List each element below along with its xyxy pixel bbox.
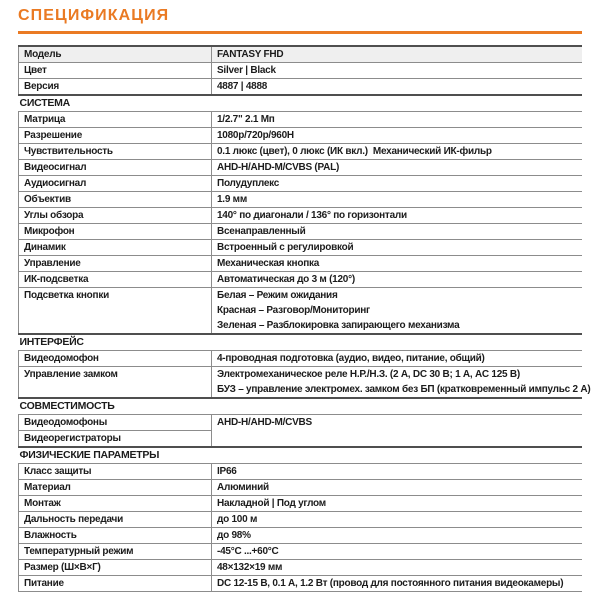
spec-value-line: Silver | Black	[217, 65, 276, 76]
spec-value	[212, 160, 583, 176]
section-title: ФИЗИЧЕСКИЕ ПАРАМЕТРЫ	[19, 447, 583, 464]
section-row	[19, 447, 583, 464]
spec-row	[19, 112, 583, 128]
spec-row	[19, 79, 583, 96]
spec-value	[212, 560, 583, 576]
spec-row	[19, 351, 583, 367]
spec-label: Цвет	[19, 63, 212, 79]
spec-value-line: до 98%	[217, 530, 251, 541]
spec-row	[19, 256, 583, 272]
spec-value	[212, 112, 583, 128]
spec-value-line: Механическая кнопка	[217, 258, 320, 269]
spec-value-line: Красная – Разговор/Мониторинг	[217, 305, 370, 316]
spec-value-line: 1/2.7" 2.1 Мп	[217, 114, 275, 125]
spec-label: Видеорегистраторы	[19, 431, 212, 448]
spec-row	[19, 415, 583, 431]
spec-value-line: IP66	[217, 466, 237, 477]
spec-row	[19, 576, 583, 592]
spec-value	[212, 128, 583, 144]
spec-label: Аудиосигнал	[19, 176, 212, 192]
spec-row	[19, 272, 583, 288]
spec-label: Влажность	[19, 528, 212, 544]
spec-label: Видеодомофоны	[19, 415, 212, 431]
spec-label: Управление	[19, 256, 212, 272]
spec-row	[19, 288, 583, 335]
spec-label: Температурный режим	[19, 544, 212, 560]
spec-value	[212, 272, 583, 288]
spec-value-line: -45°C ...+60°C	[217, 546, 279, 557]
spec-label: Разрешение	[19, 128, 212, 144]
title-underline	[18, 31, 582, 34]
spec-row	[19, 224, 583, 240]
spec-label: Версия	[19, 79, 212, 96]
spec-value	[212, 240, 583, 256]
spec-row	[19, 160, 583, 176]
spec-label: Динамик	[19, 240, 212, 256]
spec-value-line: AHD-H/AHD-M/CVBS	[217, 417, 312, 428]
spec-label: Объектив	[19, 192, 212, 208]
spec-value-line: Электромеханическое реле Н.Р./Н.З. (2 А, DC 30 В; 1 А, AC 125 В)	[217, 369, 520, 380]
spec-value	[212, 351, 583, 367]
section-row	[19, 95, 583, 112]
spec-row	[19, 208, 583, 224]
section-row	[19, 398, 583, 415]
spec-value	[212, 512, 583, 528]
spec-value-line: Накладной | Под углом	[217, 498, 326, 509]
spec-row	[19, 512, 583, 528]
spec-value-line: Автоматическая до 3 м (120°)	[217, 274, 355, 285]
spec-value	[212, 496, 583, 512]
spec-row	[19, 176, 583, 192]
spec-value-line: 140° по диагонали / 136° по горизонтали	[217, 210, 407, 221]
spec-value-line: до 100 м	[217, 514, 258, 525]
spec-value	[212, 480, 583, 496]
spec-label: Чувствительность	[19, 144, 212, 160]
spec-value	[212, 176, 583, 192]
spec-value-line: 0.1 люкс (цвет), 0 люкс (ИК вкл.) Механический ИК-фильр	[217, 146, 492, 157]
spec-value	[212, 464, 583, 480]
spec-value-line: 1080p/720p/960H	[217, 130, 294, 141]
spec-label: Видеосигнал	[19, 160, 212, 176]
spec-row	[19, 367, 583, 399]
spec-value	[212, 79, 583, 96]
spec-value-line: Всенаправленный	[217, 226, 306, 237]
spec-value	[212, 46, 583, 63]
spec-label: Монтаж	[19, 496, 212, 512]
spec-value-line: 48×132×19 мм	[217, 562, 283, 573]
spec-value-line: Алюминий	[217, 482, 269, 493]
spec-value-line: 4-проводная подготовка (аудио, видео, питание, общий)	[217, 353, 485, 364]
spec-label: Питание	[19, 576, 212, 592]
spec-value-line: 1.9 мм	[217, 194, 247, 205]
spec-row	[19, 128, 583, 144]
spec-value-line: БУЗ – управление электромех. замком без БП (кратковременный импульс 2 А)	[217, 384, 591, 395]
spec-row	[19, 480, 583, 496]
spec-value	[212, 63, 583, 79]
spec-row	[19, 496, 583, 512]
spec-value-line: Полудуплекс	[217, 178, 280, 189]
spec-label: Микрофон	[19, 224, 212, 240]
spec-value	[212, 192, 583, 208]
section-title: СИСТЕМА	[19, 95, 583, 112]
spec-value	[212, 528, 583, 544]
spec-label: Модель	[19, 46, 212, 63]
spec-value	[212, 256, 583, 272]
spec-value-line: DC 12-15 В, 0.1 А, 1.2 Вт (провод для постоянного питания видеокамеры)	[217, 578, 564, 589]
spec-row	[19, 46, 583, 63]
section-row	[19, 334, 583, 351]
spec-value-line: AHD-H/AHD-M/CVBS (PAL)	[217, 162, 340, 173]
spec-value	[212, 576, 583, 592]
spec-label: Класс защиты	[19, 464, 212, 480]
spec-label: Видеодомофон	[19, 351, 212, 367]
spec-table	[18, 45, 591, 592]
spec-row	[19, 192, 583, 208]
spec-row	[19, 464, 583, 480]
spec-row	[19, 544, 583, 560]
spec-label: Углы обзора	[19, 208, 212, 224]
spec-label: Размер (Ш×В×Г)	[19, 560, 212, 576]
spec-value-line: Встроенный с регулировкой	[217, 242, 354, 253]
spec-value	[212, 144, 583, 160]
spec-value	[212, 544, 583, 560]
spec-label: Дальность передачи	[19, 512, 212, 528]
spec-value-line: Зеленая – Разблокировка запирающего механизма	[217, 320, 460, 331]
spec-value	[212, 367, 591, 399]
spec-label: Матрица	[19, 112, 212, 128]
spec-value	[212, 208, 583, 224]
spec-value-line: 4887 | 4888	[217, 81, 268, 92]
spec-value-line: FANTASY FHD	[217, 49, 284, 60]
spec-value	[212, 224, 583, 240]
spec-label: Материал	[19, 480, 212, 496]
spec-row	[19, 240, 583, 256]
spec-label: ИК-подсветка	[19, 272, 212, 288]
spec-row	[19, 560, 583, 576]
spec-value	[212, 288, 583, 335]
section-title: СОВМЕСТИМОСТЬ	[19, 398, 583, 415]
spec-label: Подсветка кнопки	[19, 288, 212, 335]
spec-value	[212, 415, 583, 448]
spec-row	[19, 528, 583, 544]
section-title: ИНТЕРФЕЙС	[19, 334, 583, 351]
page-title: СПЕЦИФИКАЦИЯ	[18, 7, 170, 24]
spec-row	[19, 144, 583, 160]
spec-value-line: Белая – Режим ожидания	[217, 290, 338, 301]
spec-label: Управление замком	[19, 367, 212, 399]
spec-row	[19, 63, 583, 79]
